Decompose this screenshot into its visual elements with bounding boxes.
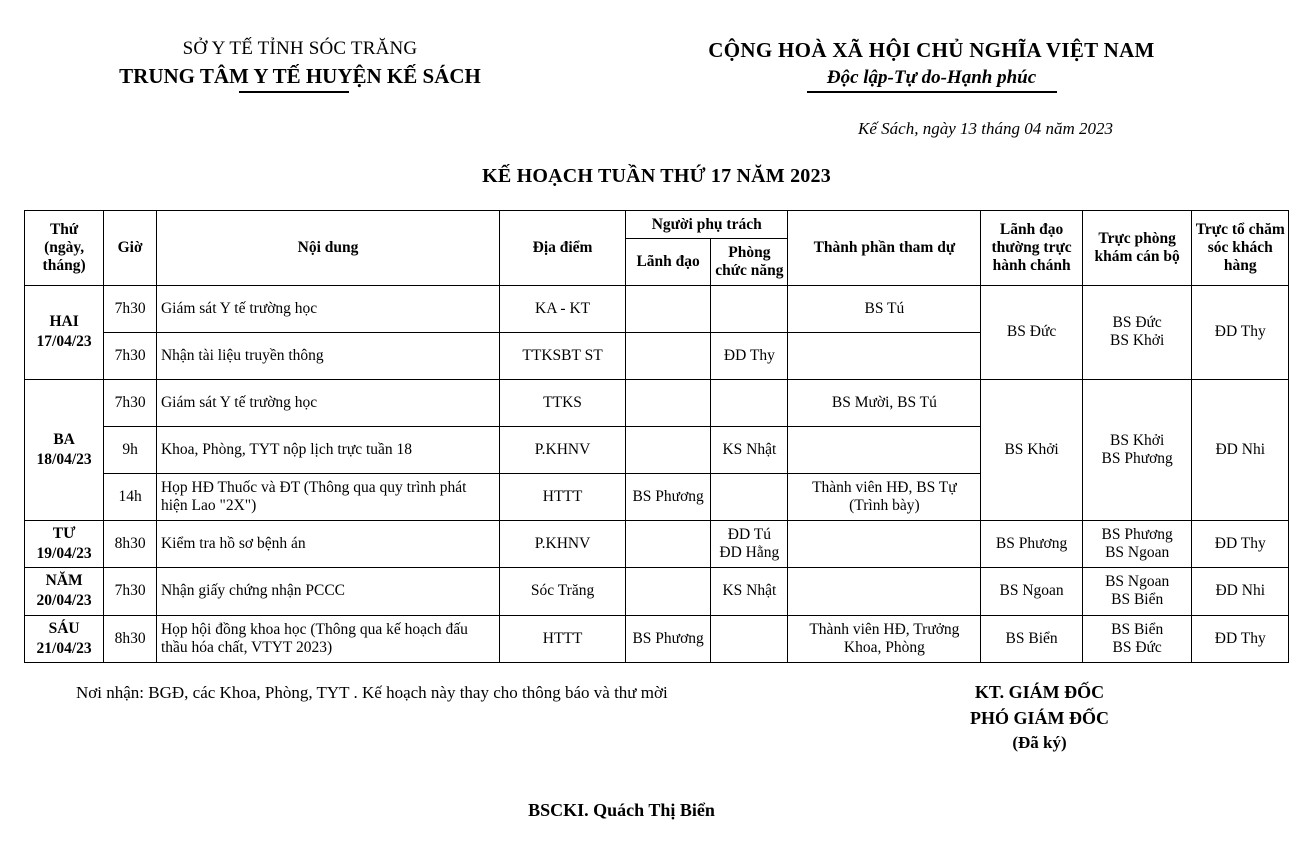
cell-day	[25, 615, 104, 662]
cell-content: Giám sát Y tế trường học	[156, 285, 499, 332]
cell-day	[25, 568, 104, 615]
col-header-clinic-duty-l1: Trực phòng	[1098, 229, 1176, 247]
cell-customer-care: ĐD Nhi	[1192, 379, 1289, 520]
cell-day-date: 17/04/23	[36, 333, 92, 351]
cell-place: KA - KT	[500, 285, 626, 332]
cell-content: Khoa, Phòng, TYT nộp lịch trực tuần 18	[156, 426, 499, 473]
signature-title-2: PHÓ GIÁM ĐỐC	[970, 707, 1109, 728]
cell-participants: BS Mười, BS Tú	[788, 379, 981, 426]
col-header-day-l3: tháng)	[42, 256, 86, 274]
cell-day-date: 20/04/23	[36, 592, 92, 610]
signature-block	[836, 679, 1313, 756]
cell-day-name: HAI	[49, 313, 79, 331]
cell-participants	[788, 426, 981, 473]
cell-incharge-dept: ĐD Thy	[711, 332, 788, 379]
cell-duty-leader: BS Biển	[981, 615, 1083, 662]
cell-incharge-leader	[626, 332, 711, 379]
cell-duty-leader: BS Ngoan	[981, 568, 1083, 615]
col-header-duty-leader-l3: hành chánh	[992, 256, 1071, 274]
cell-time: 7h30	[104, 332, 157, 379]
table-header	[25, 210, 1289, 285]
cell-incharge-leader	[626, 520, 711, 567]
cell-customer-care: ĐD Thy	[1192, 285, 1289, 379]
cell-clinic-duty	[1082, 568, 1192, 615]
header-divider-right	[807, 91, 1057, 93]
cell-incharge-leader: BS Phương	[626, 473, 711, 520]
cell-incharge-dept-l1: ĐD Tú	[727, 526, 771, 544]
cell-clinic-duty-l1: BS Khởi	[1110, 431, 1165, 449]
cell-day-name: SÁU	[48, 619, 80, 637]
cell-incharge-dept	[711, 473, 788, 520]
col-header-incharge: Người phụ trách	[626, 210, 788, 239]
cell-day-date: 21/04/23	[36, 639, 92, 657]
cell-content: Giám sát Y tế trường học	[156, 379, 499, 426]
weekly-plan-table	[24, 210, 1289, 663]
col-header-customer-care-l3: hàng	[1223, 256, 1257, 274]
cell-day	[25, 285, 104, 379]
cell-incharge-dept-l2: ĐD Hằng	[719, 544, 780, 562]
cell-clinic-duty-l2: BS Biển	[1111, 591, 1164, 609]
cell-time: 9h	[104, 426, 157, 473]
col-header-duty-leader	[981, 210, 1083, 285]
country-name: CỘNG HOÀ XÃ HỘI CHỦ NGHĨA VIỆT NAM	[708, 38, 1155, 62]
cell-incharge-leader	[626, 426, 711, 473]
document-footer	[0, 679, 1313, 756]
cell-day-name: BA	[53, 430, 75, 448]
header-divider-left	[239, 91, 349, 93]
cell-content: Kiểm tra hồ sơ bệnh án	[156, 520, 499, 567]
col-header-incharge-leader: Lãnh đạo	[626, 239, 711, 286]
col-header-incharge-dept	[711, 239, 788, 286]
cell-day-name: TƯ	[52, 524, 76, 542]
cell-place: TTKS	[500, 379, 626, 426]
cell-participants: BS Tú	[788, 285, 981, 332]
table-body	[25, 285, 1289, 662]
cell-incharge-dept	[711, 615, 788, 662]
col-header-customer-care-l2: sóc khách	[1207, 238, 1273, 256]
cell-participants	[788, 568, 981, 615]
cell-content: Nhận giấy chứng nhận PCCC	[156, 568, 499, 615]
col-header-day-l1: Thứ	[49, 221, 79, 238]
document-header	[0, 0, 1313, 93]
cell-content: Họp HĐ Thuốc và ĐT (Thông qua quy trình phát hiện Lao "2X")	[156, 473, 499, 520]
issuing-organization	[0, 38, 580, 93]
cell-duty-leader: BS Khởi	[981, 379, 1083, 520]
col-header-customer-care	[1192, 210, 1289, 285]
cell-clinic-duty-l1: BS Ngoan	[1105, 573, 1170, 591]
table-row	[25, 285, 1289, 332]
table-row	[25, 615, 1289, 662]
recipients-note: Nơi nhận: BGĐ, các Khoa, Phòng, TYT . Kế hoạch này thay cho thông báo và thư mời	[76, 682, 668, 702]
col-header-place: Địa điểm	[500, 210, 626, 285]
cell-incharge-dept	[711, 285, 788, 332]
cell-time: 7h30	[104, 285, 157, 332]
cell-place: P.KHNV	[500, 520, 626, 567]
cell-clinic-duty-l2: BS Đức	[1112, 638, 1162, 656]
cell-time: 7h30	[104, 568, 157, 615]
cell-clinic-duty	[1082, 379, 1192, 520]
cell-clinic-duty	[1082, 615, 1192, 662]
signer-name: BSCKI. Quách Thị Biển	[528, 799, 715, 820]
national-heading	[580, 38, 1313, 93]
cell-clinic-duty	[1082, 285, 1192, 379]
cell-content: Nhận tài liệu truyền thông	[156, 332, 499, 379]
col-header-clinic-duty	[1082, 210, 1192, 285]
cell-incharge-leader: BS Phương	[626, 615, 711, 662]
cell-day	[25, 379, 104, 520]
health-center-name: TRUNG TÂM Y TẾ HUYỆN KẾ SÁCH	[119, 64, 481, 88]
cell-participants	[788, 615, 981, 662]
cell-participants	[788, 332, 981, 379]
cell-time: 8h30	[104, 615, 157, 662]
col-header-clinic-duty-l2: khám cán bộ	[1094, 247, 1180, 265]
cell-duty-leader: BS Đức	[981, 285, 1083, 379]
col-header-day	[25, 210, 104, 285]
col-header-time: Giờ	[104, 210, 157, 285]
cell-customer-care: ĐD Nhi	[1192, 568, 1289, 615]
col-header-incharge-dept-l1: Phòng	[728, 244, 771, 262]
cell-day	[25, 520, 104, 567]
cell-clinic-duty-l1: BS Đức	[1112, 314, 1162, 332]
col-header-incharge-dept-l2: chức năng	[715, 262, 784, 280]
cell-place: Sóc Trăng	[500, 568, 626, 615]
cell-incharge-dept: KS Nhật	[711, 426, 788, 473]
cell-time: 14h	[104, 473, 157, 520]
col-header-participants: Thành phần tham dự	[788, 210, 981, 285]
signature-title-1: KT. GIÁM ĐỐC	[974, 681, 1105, 702]
cell-incharge-dept: KS Nhật	[711, 568, 788, 615]
cell-customer-care: ĐD Thy	[1192, 615, 1289, 662]
col-header-customer-care-l1: Trực tổ chăm	[1195, 221, 1285, 238]
cell-participants-l2: Khoa, Phòng	[843, 638, 925, 656]
cell-participants: Thành viên HĐ, BS Tự (Trình bày)	[788, 473, 981, 520]
col-header-day-l2: (ngày,	[44, 238, 85, 256]
page-title: KẾ HOẠCH TUẦN THỨ 17 NĂM 2023	[482, 164, 831, 187]
cell-day-name: NĂM	[45, 572, 83, 590]
cell-participants-l1: Thành viên HĐ, Trưởng	[809, 620, 960, 638]
col-header-content: Nội dung	[156, 210, 499, 285]
cell-content: Họp hội đồng khoa học (Thông qua kế hoạch đấu thầu hóa chất, VTYT 2023)	[156, 615, 499, 662]
province-health-department: SỞ Y TẾ TỈNH SÓC TRĂNG	[182, 38, 418, 59]
cell-customer-care: ĐD Thy	[1192, 520, 1289, 567]
table-row	[25, 568, 1289, 615]
cell-day-date: 18/04/23	[36, 450, 92, 468]
col-header-duty-leader-l2: thường trực	[991, 238, 1072, 256]
signature-signed-note: (Đã ký)	[1012, 732, 1067, 752]
table-row	[25, 379, 1289, 426]
cell-incharge-leader	[626, 568, 711, 615]
cell-clinic-duty-l2: BS Khởi	[1110, 332, 1165, 350]
cell-place: HTTT	[500, 615, 626, 662]
schedule-table-wrapper	[24, 210, 1289, 663]
cell-place: TTKSBT ST	[500, 332, 626, 379]
table-header-row-1	[25, 210, 1289, 239]
table-row	[25, 520, 1289, 567]
place-and-date: Kế Sách, ngày 13 tháng 04 năm 2023	[858, 118, 1113, 138]
cell-incharge-leader	[626, 285, 711, 332]
cell-clinic-duty-l1: BS Phương	[1101, 526, 1173, 544]
cell-day-date: 19/04/23	[36, 545, 92, 563]
cell-clinic-duty-l2: BS Ngoan	[1105, 544, 1170, 562]
cell-clinic-duty-l2: BS Phương	[1101, 449, 1173, 467]
cell-time: 7h30	[104, 379, 157, 426]
cell-time: 8h30	[104, 520, 157, 567]
cell-clinic-duty-l1: BS Biển	[1111, 620, 1164, 638]
cell-incharge-dept	[711, 520, 788, 567]
cell-clinic-duty	[1082, 520, 1192, 567]
cell-incharge-leader	[626, 379, 711, 426]
col-header-duty-leader-l1: Lãnh đạo	[999, 221, 1064, 238]
cell-incharge-dept	[711, 379, 788, 426]
cell-place: HTTT	[500, 473, 626, 520]
country-motto: Độc lập-Tự do-Hạnh phúc	[826, 67, 1037, 88]
cell-duty-leader: BS Phương	[981, 520, 1083, 567]
cell-place: P.KHNV	[500, 426, 626, 473]
cell-participants	[788, 520, 981, 567]
